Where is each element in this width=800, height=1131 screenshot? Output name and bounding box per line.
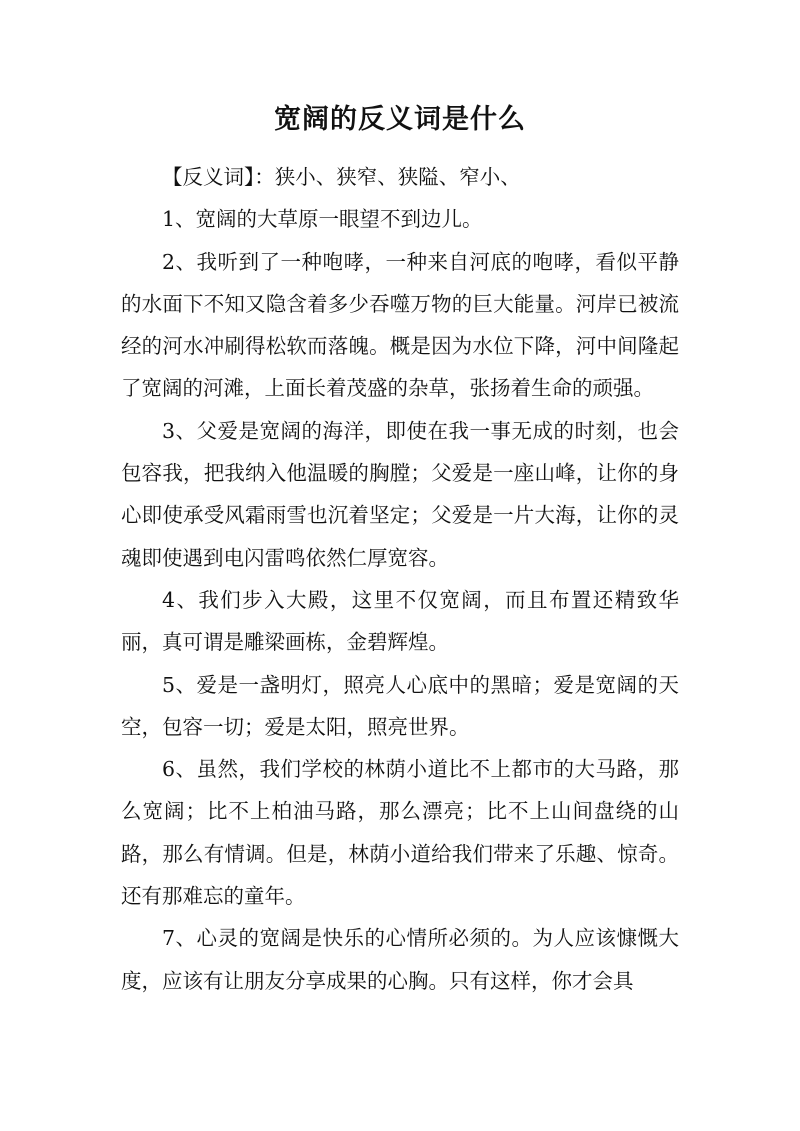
paragraph-example-2: 2、我听到了一种咆哮，一种来自河底的咆哮，看似平静的水面下不知又隐含着多少吞噬万物的巨大能量。河岸已被流经的河水冲刷得松软而落魄。概是因为水位下降，河中间隆起了宽阔的河滩，上面长着茂盛的杂草，张扬着生命的顽强。: [121, 249, 679, 401]
paragraph-example-7: 7、心灵的宽阔是快乐的心情所必须的。为人应该慷慨大度，应该有让朋友分享成果的心胸。只有这样，你才会具: [121, 926, 679, 993]
document-title: 宽阔的反义词是什么: [274, 104, 526, 135]
paragraph-example-1: 1、宽阔的大草原一眼望不到边儿。: [162, 207, 483, 232]
paragraph-example-5: 5、爱是一盏明灯，照亮人心底中的黑暗；爱是宽阔的天空，包容一切；爱是太阳，照亮世界。: [121, 672, 679, 739]
paragraph-example-4: 4、我们步入大殿，这里不仅宽阔，而且布置还精致华丽，真可谓是雕梁画栋，金碧辉煌。: [121, 587, 679, 655]
paragraph-antonyms: 【反义词】：狭小、狭窄、狭隘、窄小、: [162, 165, 521, 189]
paragraph-example-6: 6、虽然，我们学校的林荫小道比不上都市的大马路，那么宽阔；比不上柏油马路，那么漂亮；比不上山间盘绕的山路，那么有情调。但是，林荫小道给我们带来了乐趣、惊奇。还有那难忘的童年。: [121, 757, 679, 909]
paragraph-example-3: 3、父爱是宽阔的海洋，即使在我一事无成的时刻，也会包容我，把我纳入他温暖的胸膛；父爱是一座山峰，让你的身心即使承受风霜雨雪也沉着坚定；父爱是一片大海，让你的灵魂即使遇到电闪雷鸣依然仁厚宽容。: [121, 418, 679, 570]
